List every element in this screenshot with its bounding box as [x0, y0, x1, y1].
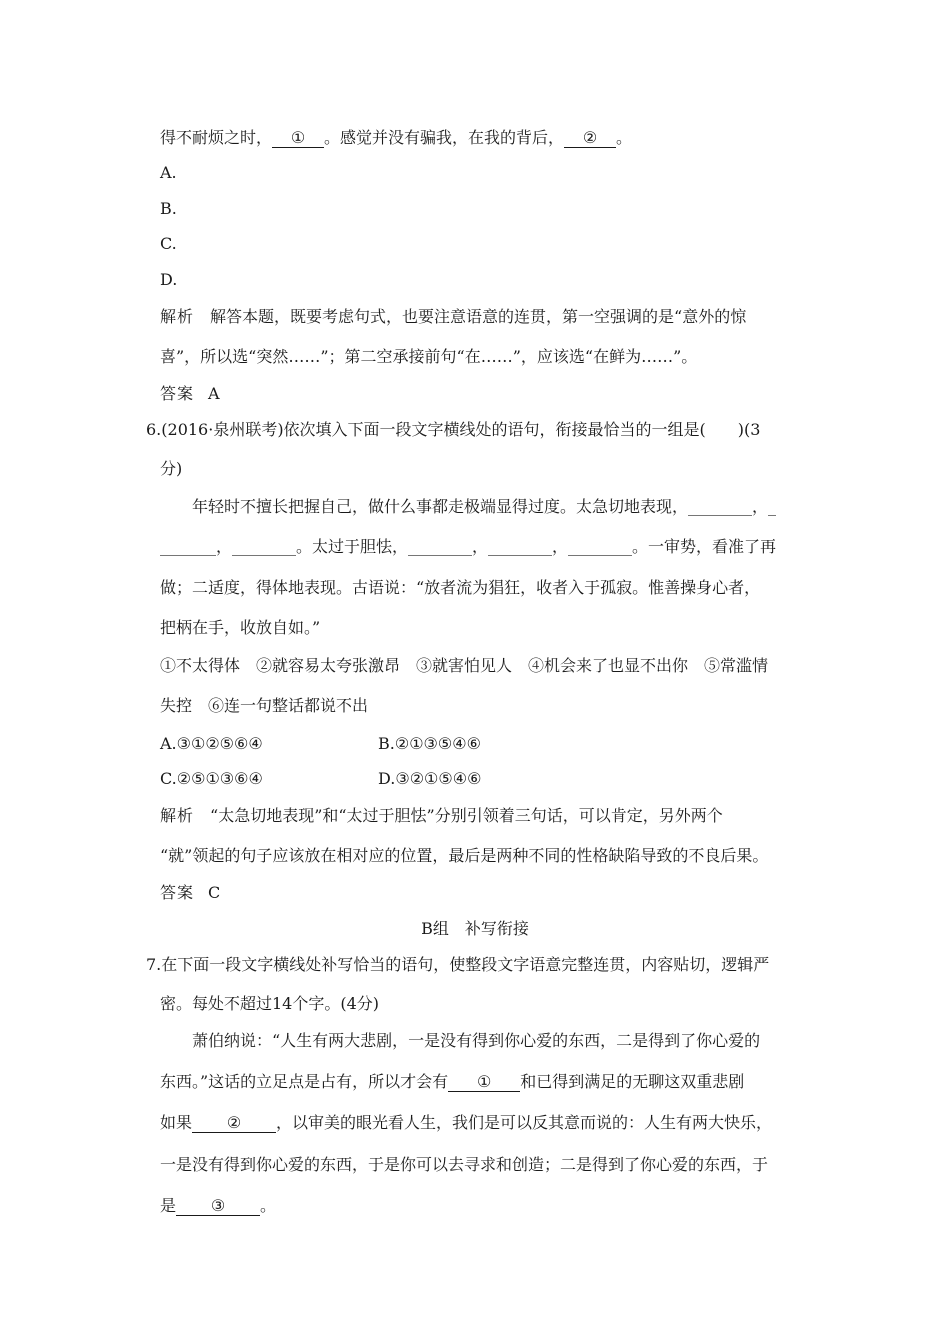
- q7-passage-line-4: 一是没有得到你心爱的东西，于是你可以去寻求和创造；二是得到了你心爱的东西，于: [160, 1155, 769, 1174]
- q7-passage-line-2: [160, 1072, 744, 1092]
- q6-option-b: B.②①③⑤④⑥: [378, 734, 481, 753]
- analysis-label: 解析: [160, 806, 195, 825]
- q7-text: 。: [260, 1196, 277, 1215]
- q5-option-b: B.: [160, 199, 177, 218]
- q6-stem-cont: 分): [160, 459, 183, 478]
- q7-stem-cont: 密。每处不超过14个字。(4分): [160, 994, 380, 1013]
- q6-stem: 6.(2016·泉州联考)依次填入下面一段文字横线处的语句，衔接最恰当的一组是( )(3: [146, 420, 761, 439]
- section-heading: B组 补写衔接: [421, 919, 529, 938]
- q7-text: 如果: [160, 1113, 193, 1132]
- q6-passage-line-2: _______，________。太过于胆怯，________，________，________。一审势，看准了再: [160, 537, 777, 556]
- q7-passage-line-3: [160, 1113, 772, 1133]
- blank-1: ①: [272, 129, 324, 148]
- q7-text: 是: [160, 1196, 177, 1215]
- answer-value: A: [208, 384, 220, 403]
- q6-analysis-cont: “就”领起的句子应该放在相对应的位置，最后是两种不同的性格缺陷导致的不良后果。: [160, 846, 769, 865]
- q6-items-line-1: ①不太得体 ②就容易太夸张激昂 ③就害怕见人 ④机会来了也显不出你 ⑤常滥情: [160, 656, 769, 675]
- q5-fill-line: [160, 128, 632, 148]
- q7-text: 东西。”这话的立足点是占有，所以才会有: [160, 1072, 449, 1091]
- q6-option-c: C.②⑤①③⑥④: [160, 769, 263, 788]
- q6-passage-line-4: 把柄在手，收放自如。”: [160, 618, 321, 637]
- q5-analysis-cont: 喜”，所以选“突然……”；第二空承接前句“在……”，应该选“在鲜为……”。: [160, 347, 698, 366]
- analysis-text: 解答本题，既要考虑句式，也要注意语意的连贯，第一空强调的是“意外的惊: [210, 307, 747, 326]
- q5-answer: [160, 384, 220, 404]
- blank-3: ③: [176, 1197, 260, 1216]
- blank-2: ②: [564, 129, 616, 148]
- q6-analysis: [160, 806, 723, 826]
- q5-analysis: [160, 307, 746, 327]
- answer-label: 答案: [160, 883, 195, 902]
- analysis-text: “太急切地表现”和“太过于胆怯”分别引领着三句话，可以肯定，另外两个: [210, 806, 723, 825]
- q6-passage-line-3: 做；二适度，得体地表现。古语说：“放者流为猖狂，收者入于孤寂。惟善操身心者，: [160, 578, 761, 597]
- q6-items-line-2: 失控 ⑥连一句整话都说不出: [160, 696, 369, 715]
- q6-passage-line-1: 年轻时不擅长把握自己，做什么事都走极端显得过度。太急切地表现，________，_: [192, 497, 777, 516]
- q5-text: 。感觉并没有骗我，在我的背后，: [324, 128, 565, 147]
- analysis-label: 解析: [160, 307, 195, 326]
- q7-passage-line-5: [160, 1196, 276, 1216]
- q5-option-a: A.: [160, 163, 177, 182]
- q5-option-d: D.: [160, 270, 178, 289]
- q6-answer: [160, 883, 220, 903]
- q7-text: ，以审美的眼光看人生，我们是可以反其意而说的：人生有两大快乐，: [276, 1113, 773, 1132]
- q7-text: 和已得到满足的无聊这双重悲剧: [520, 1072, 745, 1091]
- q5-option-c: C.: [160, 234, 177, 253]
- blank-1: ①: [448, 1073, 520, 1092]
- q6-option-a: A.③①②⑤⑥④: [160, 734, 263, 753]
- q6-option-d: D.③②①⑤④⑥: [378, 769, 482, 788]
- q5-text: 。: [616, 128, 633, 147]
- q7-stem: 7.在下面一段文字横线处补写恰当的语句，使整段文字语意完整连贯，内容贴切，逻辑严: [146, 955, 770, 974]
- answer-value: C: [208, 883, 221, 902]
- answer-label: 答案: [160, 384, 195, 403]
- blank-2: ②: [192, 1114, 276, 1133]
- q7-passage-line-1: 萧伯纳说：“人生有两大悲剧，一是没有得到你心爱的东西，二是得到了你心爱的: [192, 1031, 761, 1050]
- q5-text: 得不耐烦之时，: [160, 128, 273, 147]
